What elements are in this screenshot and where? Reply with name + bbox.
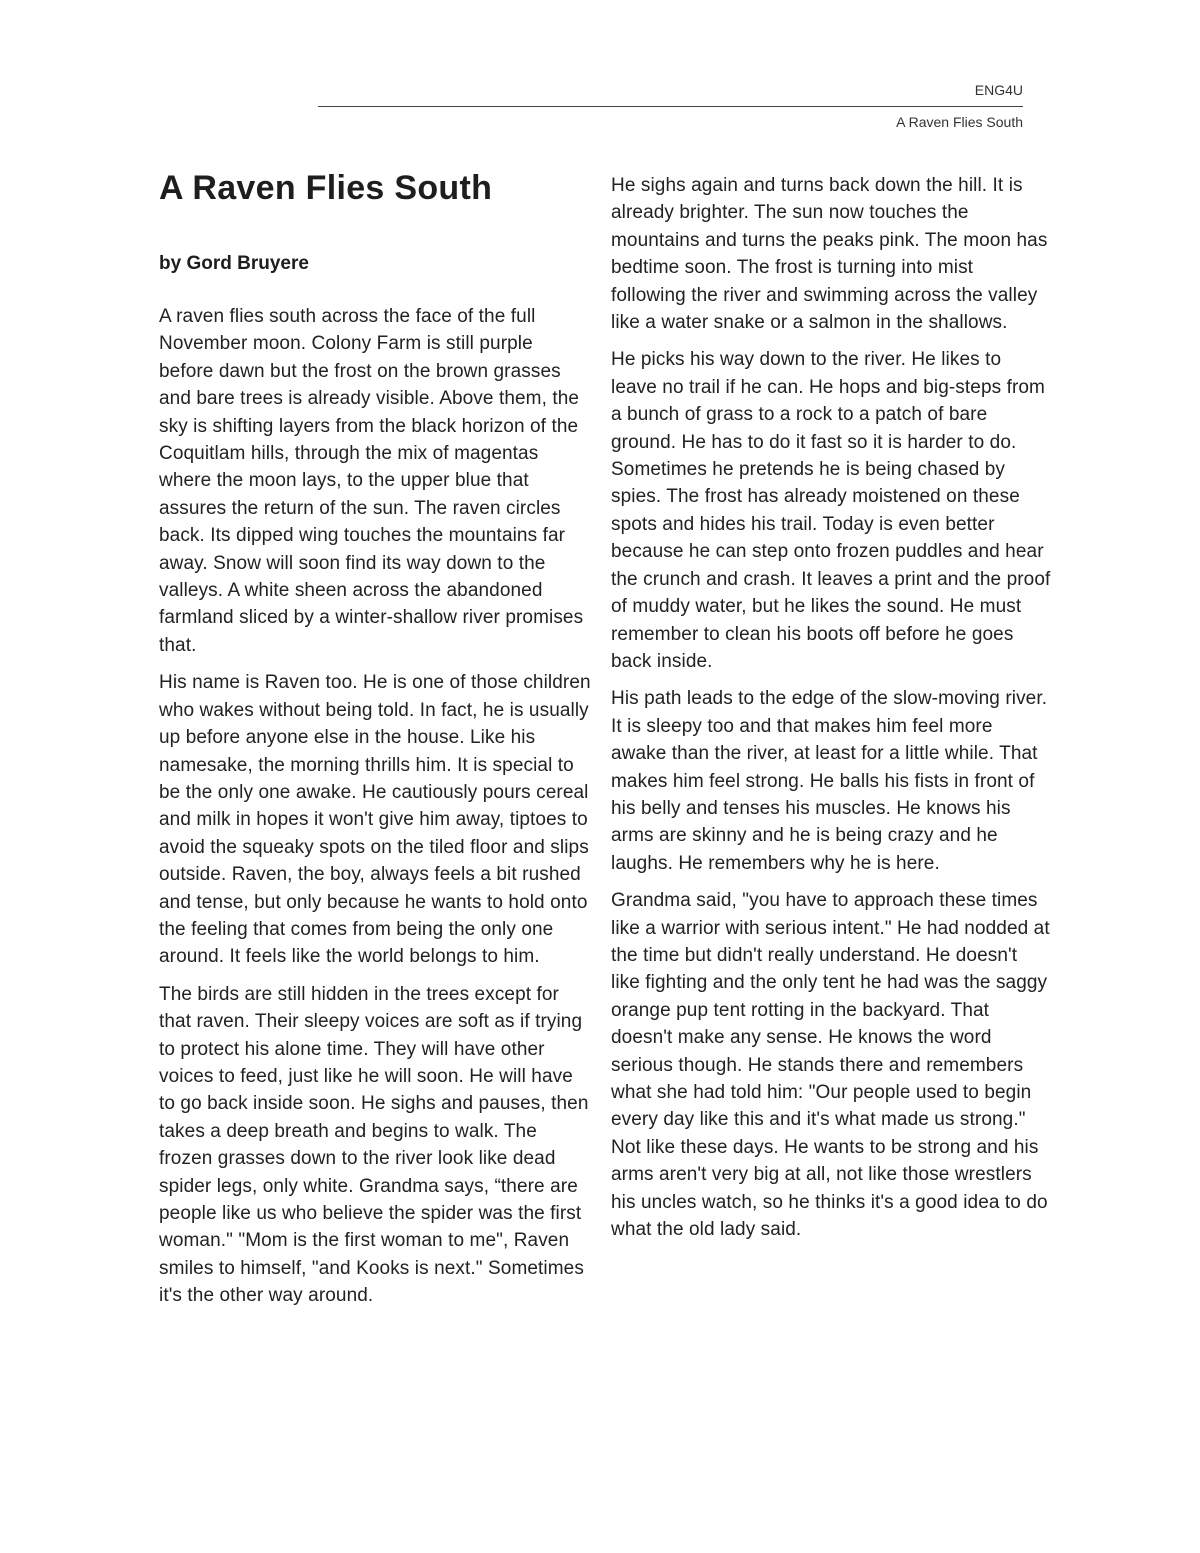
header-divider [318, 106, 1023, 107]
article-title: A Raven Flies South [159, 169, 493, 207]
paragraph: The birds are still hidden in the trees except for that raven. Their sleepy voices are soft as if trying to protect his alone time. They will have other voices to feed, just like he will soon. He will have to go back inside soon. He sighs and pauses, then takes a deep breath and begins to walk. The frozen grasses down to the river look like dead spider legs, only white. Grandma says, “there are people like us who believe the spider was the first woman." "Mom is the first woman to me", Raven smiles to himself, "and Kooks is next." Sometimes it's the other way around. [159, 983, 589, 1307]
paragraph: He picks his way down to the river. He likes to leave no trail if he can. He hops and big-steps from a bunch of grass to a rock to a patch of bare ground. He has to do it fast so it is harder to do. Sometimes he pretends he is being chased by spies. The frost has already moistened on these spots and hides his trail. Today is even better because he can step onto frozen puddles and hear the crunch and crash. It leaves a print and the proof of muddy water, but he likes the sound. He must remember to clean his boots off before he goes back inside. [611, 349, 1051, 672]
paragraph: His name is Raven too. He is one of those children who wakes without being told. In fact, he is usually up before anyone else in the house. Like his namesake, the morning thrills him. It is special to be the only one awake. He cautiously pours cereal and milk in hopes it won't give him away, tiptoes to avoid the squeaky spots on the tiled floor and slips outside. Raven, the boy, always feels a bit rushed and tense, but only because he wants to hold onto the feeling that comes from being the only one around. It feels like the world belongs to him. [159, 672, 591, 968]
course-code: ENG4U [974, 82, 1023, 98]
paragraph: Grandma said, "you have to approach these times like a warrior with serious intent." He had nodded at the time but didn't really understand. He doesn't like fighting and the only tent he had was the saggy orange pup tent rotting in the backyard. That doesn't make any sense. He knows the word serious though. He stands there and remembers what she had told him: "Our people used to begin every day like this and it's what made us strong." Not like these days. He wants to be strong and his arms aren't very big at all, not like those wrestlers his uncles watch, so he thinks it's a good idea to do what the old lady said. [611, 890, 1050, 1241]
paragraph: He sighs again and turns back down the hill. It is already brighter. The sun now touches the mountains and turns the peaks pink. The moon has bedtime soon. The frost is turning into mist following the river and swimming across the valley like a water snake or a salmon in the shallows. [611, 175, 1048, 334]
header-subtitle: A Raven Flies South [896, 114, 1023, 130]
paragraph: His path leads to the edge of the slow-moving river. It is sleepy too and that makes him feel more awake than the river, at least for a little while. That makes him feel strong. He balls his fists in front of his belly and tenses his muscles. He knows his arms are skinny and he is being crazy and he laughs. He remembers why he is here. [611, 688, 1048, 874]
article-byline: by Gord Bruyere [159, 253, 309, 274]
paragraph: A raven flies south across the face of the full November moon. Colony Farm is still purple before dawn but the frost on the brown grasses and bare trees is already visible. Above them, the sky is shifting layers from the black horizon of the Coquitlam hills, through the mix of magentas where the moon lays, to the upper blue that assures the return of the sun. The raven circles back. Its dipped wing touches the mountains far away. Snow will soon find its way down to the valleys. A white sheen across the abandoned farmland sliced by a winter-shallow river promises that. [159, 306, 584, 656]
